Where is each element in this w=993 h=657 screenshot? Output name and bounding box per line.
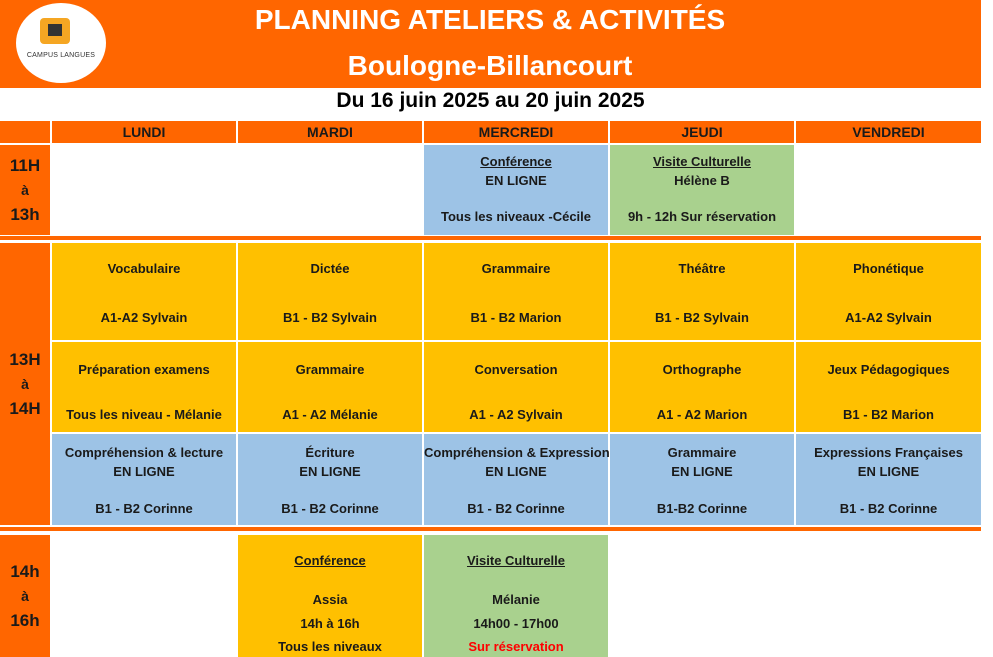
activity-time: 14h à 16h [300, 616, 360, 631]
activity-cell [52, 342, 236, 432]
activity-detail: B1 - B2 Sylvain [283, 310, 377, 325]
activity-detail: B1 - B2 Marion [842, 407, 934, 422]
time-start: 14h [10, 561, 40, 581]
activity-cell [796, 243, 981, 340]
time-sep: à [21, 375, 29, 392]
activity-cell-online [238, 434, 422, 525]
date-range: Du 16 juin 2025 au 20 juin 2025 [336, 89, 645, 112]
time-slot-13h-14h [0, 243, 50, 525]
activity-title: Orthographe [662, 362, 742, 377]
day-header-mercredi: MERCREDI [424, 121, 608, 143]
activity-title: Phonétique [853, 261, 924, 276]
activity-detail: B1 - B2 Corinne [281, 501, 379, 516]
time-start: 13H [9, 349, 41, 369]
row-separator [0, 236, 981, 240]
activity-title: Grammaire [667, 445, 737, 460]
time-slot-11h-13h [0, 145, 50, 235]
activity-presenter: Hélène B [674, 173, 730, 188]
activity-title: Conférence [294, 553, 366, 568]
day-header-lundi: LUNDI [52, 121, 236, 143]
activity-detail: Tous les niveau - Mélanie [66, 407, 222, 422]
activity-title: Conférence [480, 154, 552, 169]
page-title: PLANNING ATELIERS & ACTIVITÉS [254, 4, 726, 35]
day-header-vendredi: VENDREDI [796, 121, 981, 143]
time-sep: à [21, 587, 29, 604]
activity-cell [610, 342, 794, 432]
time-slot-14h-16h [0, 535, 50, 657]
activity-detail: B1 - B2 Marion [470, 310, 562, 325]
activity-detail: 9h - 12h Sur réservation [627, 209, 777, 224]
activity-mode: EN LIGNE [671, 464, 733, 479]
activity-title: Compréhension & lecture [64, 445, 224, 460]
activity-cell [610, 243, 794, 340]
activity-detail: B1 - B2 Sylvain [655, 310, 749, 325]
activity-detail: B1 - B2 Corinne [467, 501, 565, 516]
row-separator [0, 527, 981, 531]
activity-detail: Tous les niveaux [278, 639, 382, 654]
activity-detail: A1 - A2 Marion [656, 407, 748, 422]
activity-cell [238, 342, 422, 432]
activity-conference-afternoon [238, 535, 422, 657]
activity-cell-online [610, 434, 794, 525]
activity-cell [424, 243, 608, 340]
activity-presenter: Mélanie [492, 592, 540, 607]
activity-mode: EN LIGNE [113, 464, 175, 479]
activity-detail: A1 - A2 Mélanie [282, 407, 378, 422]
activity-title: Jeux Pédagogiques [827, 362, 950, 377]
activity-mode: EN LIGNE [299, 464, 361, 479]
activity-title: Préparation examens [78, 362, 210, 377]
activity-detail: A1 - A2 Sylvain [469, 407, 563, 422]
activity-cell-online [796, 434, 981, 525]
time-end: 16h [10, 611, 40, 631]
activity-detail: B1 - B2 Corinne [95, 501, 193, 516]
activity-detail: A1-A2 Sylvain [100, 310, 188, 325]
activity-cell [52, 243, 236, 340]
activity-detail: B1 - B2 Corinne [839, 501, 938, 516]
time-end: 13h [10, 205, 40, 225]
day-header-jeudi: JEUDI [610, 121, 794, 143]
activity-cell-online [52, 434, 236, 525]
time-start: 11H [9, 155, 41, 175]
activity-title: Écriture [305, 445, 355, 460]
activity-visite-culturelle-morning [610, 145, 794, 235]
page-subtitle: Boulogne-Billancourt [347, 50, 633, 81]
activity-mode: EN LIGNE [485, 464, 547, 479]
logo-text: CAMPUS LANGUES [26, 52, 96, 59]
activity-mode: EN LIGNE [485, 173, 547, 188]
activity-detail: Sur réservation [468, 639, 564, 654]
activity-cell [238, 243, 422, 340]
day-header-mardi: MARDI [238, 121, 422, 143]
corner-cell [0, 121, 50, 143]
activity-cell [796, 342, 981, 432]
activity-title: Visite Culturelle [466, 553, 565, 568]
activity-detail: A1-A2 Sylvain [845, 310, 932, 325]
activity-presenter: Assia [312, 592, 348, 607]
activity-conference-online [424, 145, 608, 235]
activity-title: Visite Culturelle [652, 154, 751, 169]
activity-cell [424, 342, 608, 432]
logo-door-icon [48, 24, 62, 36]
activity-time: 14h00 - 17h00 [473, 616, 559, 631]
time-sep: à [21, 181, 29, 198]
activity-cell-online [424, 434, 608, 525]
activity-detail: Tous les niveaux -Cécile [440, 209, 592, 224]
activity-title: Théâtre [678, 261, 726, 276]
activity-detail: B1-B2 Corinne [656, 501, 748, 516]
activity-title: Grammaire [295, 362, 365, 377]
activity-title: Compréhension & Expression [424, 445, 610, 460]
activity-title: Vocabulaire [107, 261, 181, 276]
activity-mode: EN LIGNE [857, 464, 920, 479]
activity-title: Expressions Françaises [814, 445, 963, 460]
activity-title: Conversation [474, 362, 558, 377]
activity-title: Grammaire [481, 261, 551, 276]
activity-title: Dictée [310, 261, 350, 276]
activity-visite-culturelle-afternoon [424, 535, 608, 657]
time-end: 14H [9, 399, 41, 419]
